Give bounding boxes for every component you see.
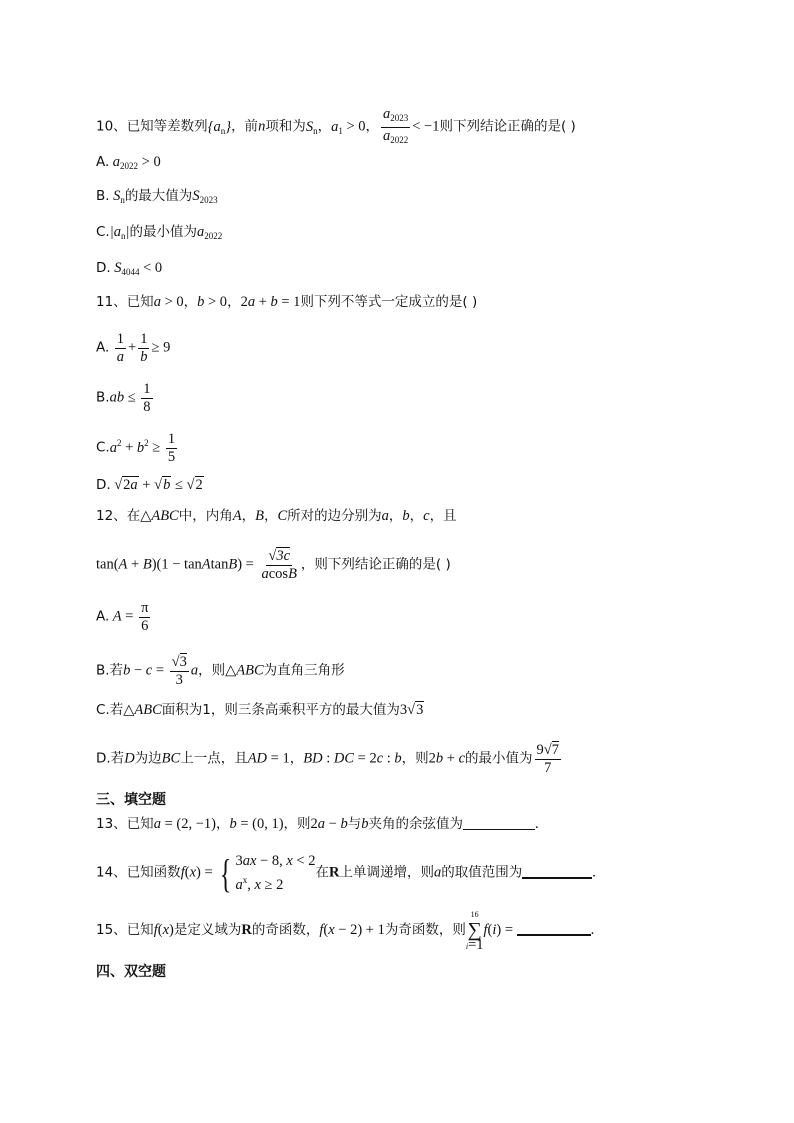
q11-option-b: B.ab ≤ $\frac{1}{8}$ [96,381,151,415]
q12-option-d: D.若D为边BC上一点，且AD = 1，BD : DC = 2c : b，则2b + c的最小值为 $\frac{9√7}{7}$ [96,742,560,776]
q10-option-b: B. $S_n$的最大值为$S_{2023}$ [96,188,218,205]
section-fill-in-title: 三、填空题 [96,792,166,808]
q15-answer-blank[interactable] [517,920,591,936]
q10-option-c: $C.|a_n|$的最小值为$a_{2022}$ [96,224,223,241]
q14-stem: 14、已知函数f(x) = { 3ax − 8, x < 2 $a^x$, x ≥ 2 在R上单调递增，则a的取值范围为 . [96,850,596,896]
q12-option-c: C.若△ABC面积为1，则三条高乘积平方的最大值为3√3 [96,702,424,718]
q10-stem: 10、已知等差数列$\{a_n\}$，前n项和为$S_n$，$a_1 > 0$， $\frac{a_{2023}}{a_{2022}}$ < −1则下列结论正确的是( ) [96,106,576,149]
q11-option-c: $C.a^2 + b^2$ ≥ $\frac{1}{5}$ [96,431,176,465]
q11-option-a: A. $\frac{1}{a}$ + $\frac{1}{b}$ ≥ 9 [96,331,171,365]
q12-option-b: B.若b − c = $\frac{√3}{3}$ a，则△ABC为直角三角形 [96,654,345,688]
q10-sequence: $\{a_n\}$ [207,118,232,136]
q10-option-d: D. $S_{4044} < 0$ [96,260,163,277]
q13-stem: 13、已知a = (2, −1)，b = (0, 1)，则2a − b与b夹角的余弦值为 . [96,816,539,832]
q10-option-a: A. $a_{2022} > 0$ [96,154,161,171]
q14-answer-blank[interactable] [522,863,592,879]
q15-stem: 15、已知f(x)是定义域为R的奇函数，f(x − 2) + 1为奇函数，则 16 ∑ i=1 f(i) = . [96,910,595,953]
q10-fraction: $\frac{a_{2023}}{a_{2022}}$ [383,106,409,145]
q12-equation: tan(A + B)(1 − tanAtanB) = $\frac{√3c}{acosB}$ ，则下列结论正确的是( ) [96,548,451,582]
q12-option-a: A. A = $\frac{\pi}{6}$ [96,600,149,634]
section-double-blank-title: 四、双空题 [96,964,166,980]
q13-answer-blank[interactable] [463,815,535,830]
q14-piecewise: 3ax − 8, x < 2 $a^x$, x ≥ 2 [235,853,316,893]
q10-number: 10、 [96,118,127,135]
q15-summation: 16 ∑ i=1 [465,910,484,953]
q11-option-d: D. √2a + √b ≤ √2 [96,477,203,493]
q11-stem: 11、已知a > 0，b > 0，2a + b = 1则下列不等式一定成立的是( ) [96,294,478,310]
q12-stem: 12、在△ABC中，内角A，B，C所对的边分别为a，b，c，且 [96,508,457,524]
